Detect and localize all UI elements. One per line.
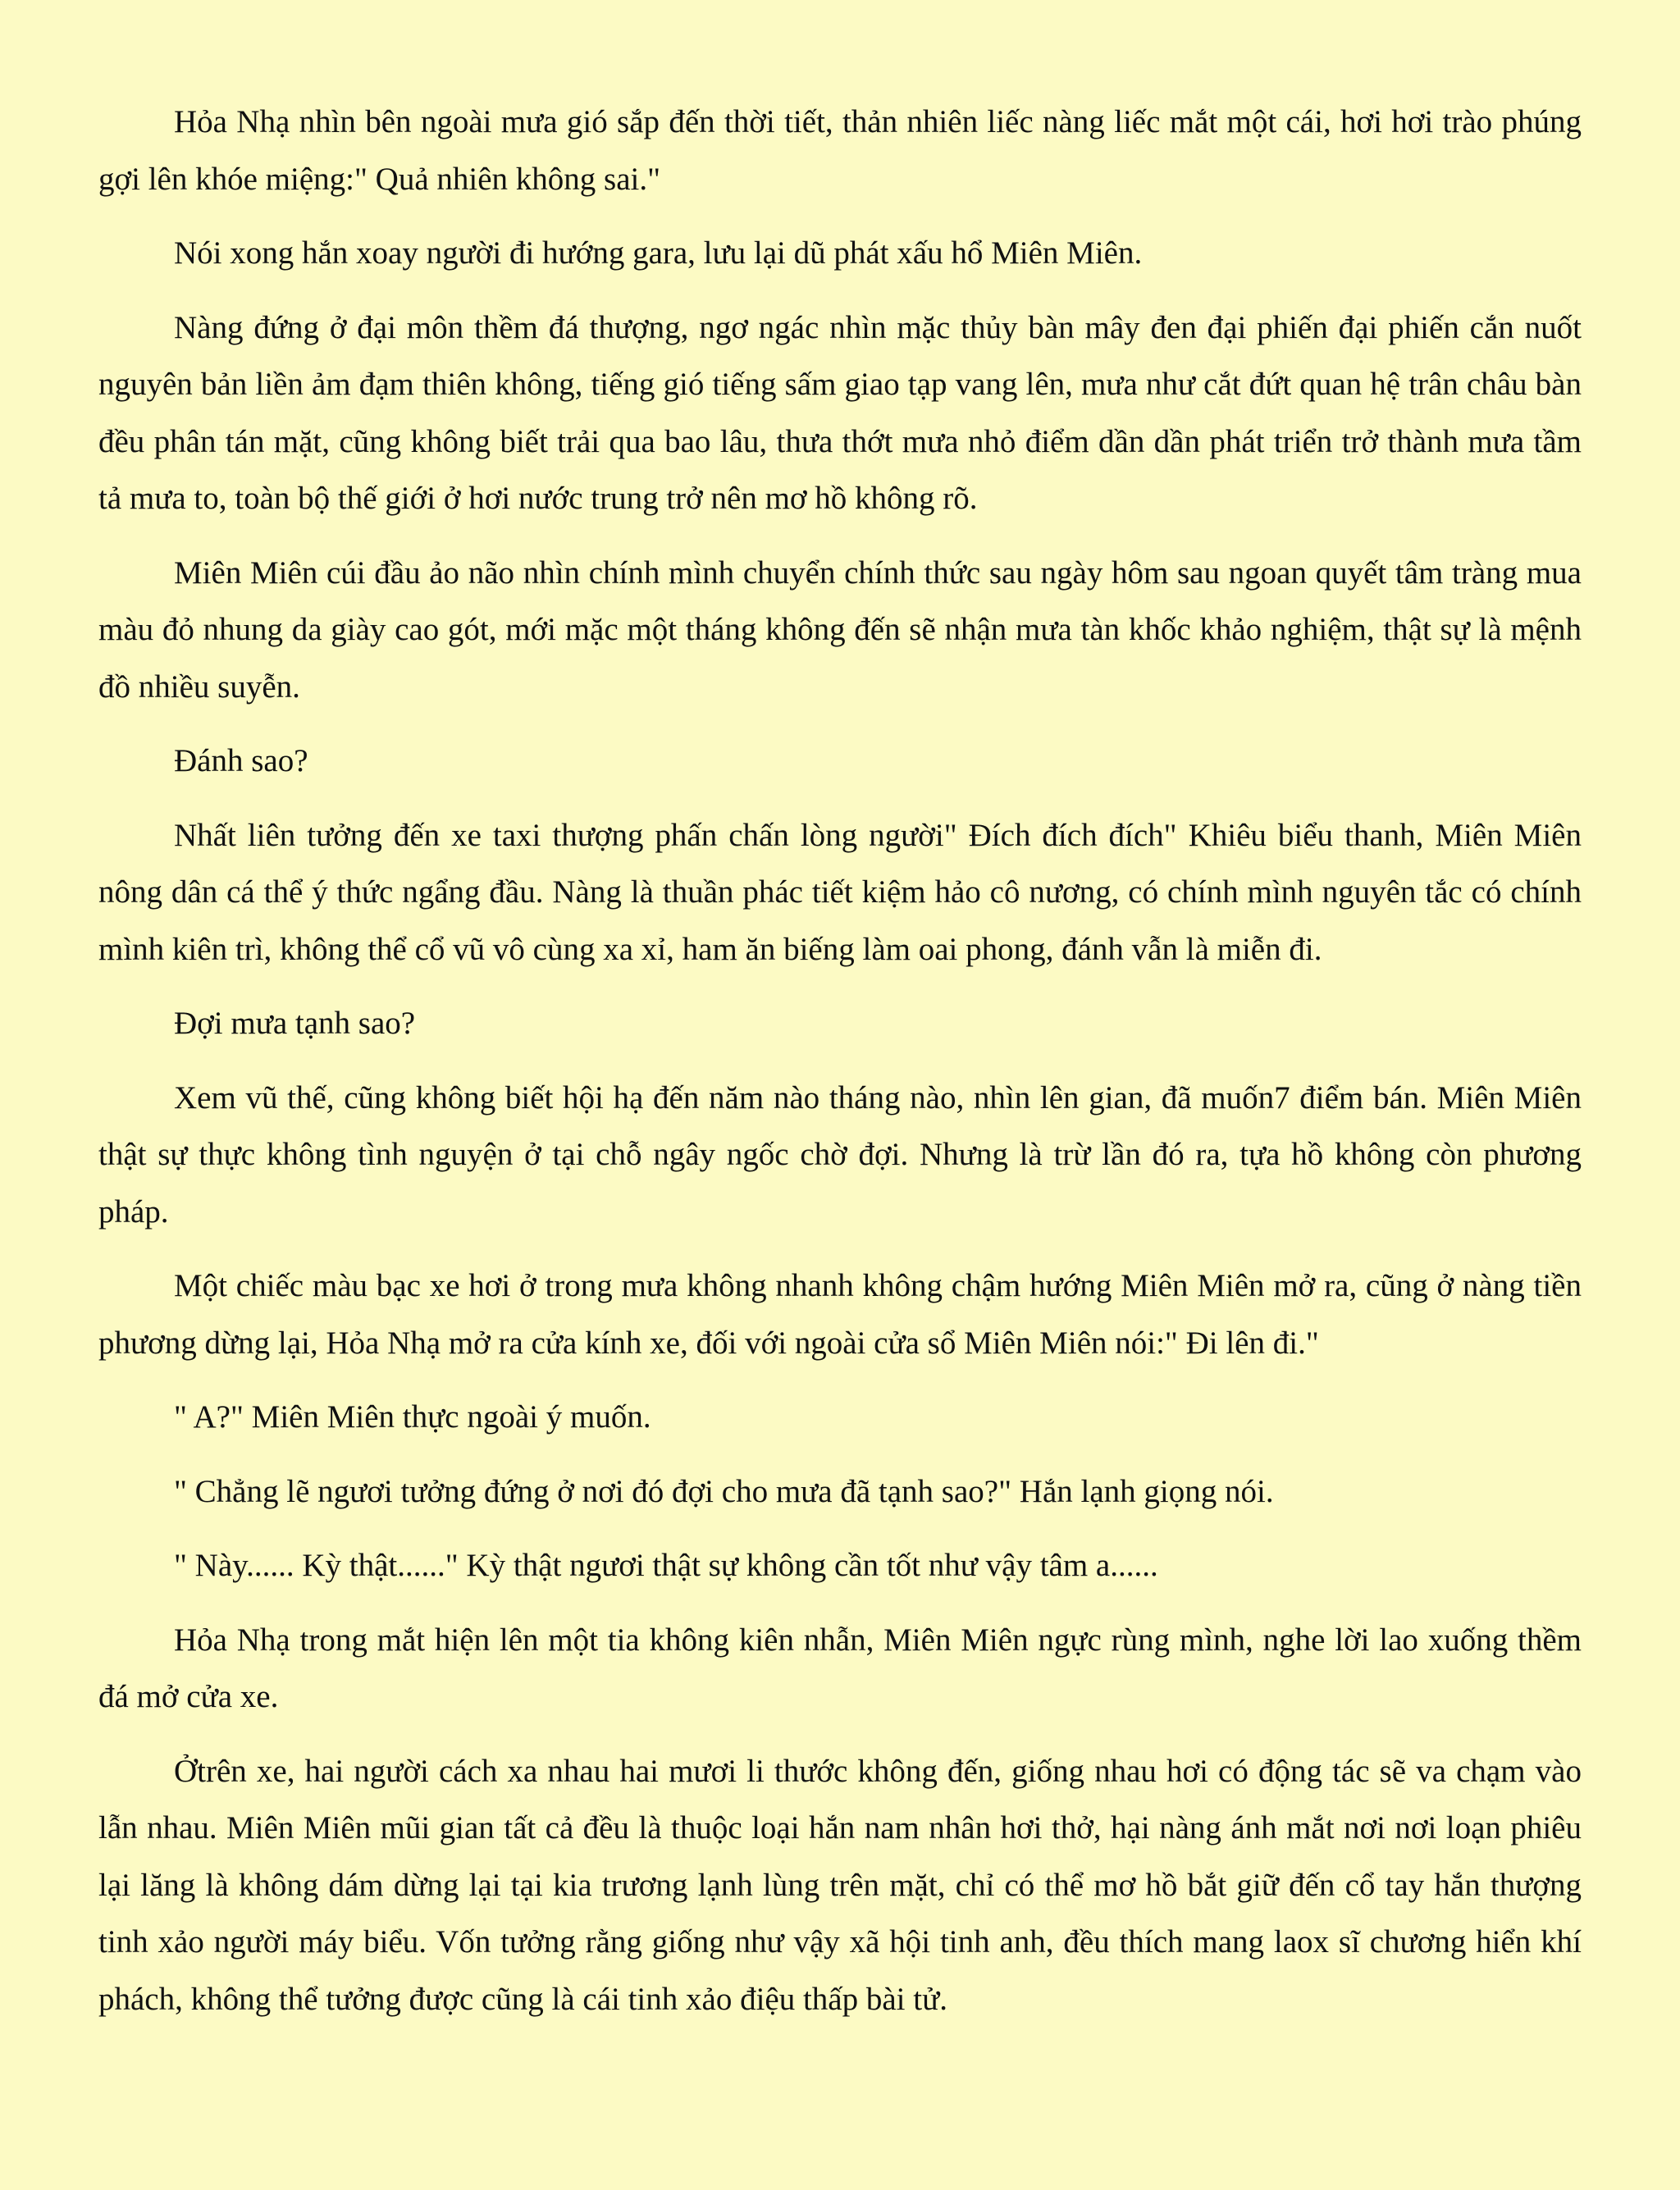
paragraph: " A?" Miên Miên thực ngoài ý muốn. xyxy=(174,1399,651,1435)
paragraph: Miên Miên cúi đầu ảo não nhìn chính mình chuyển chính thức sau ngày hôm sau ngoan quyết tâm tràng mua màu đỏ nhung da giày cao gót, mới mặc một tháng không đến sẽ nhận mưa tàn khốc khảo nghiệm, thật sự là mệnh đồ nhiều suyễn. xyxy=(98,554,1582,705)
paragraph: Một chiếc màu bạc xe hơi ở trong mưa không nhanh không chậm hướng Miên Miên mở ra, cũng ở nàng tiền phương dừng lại, Hỏa Nhạ mở ra cửa kính xe, đối với ngoài cửa sổ Miên Miên nói:" Đi lên đi." xyxy=(98,1268,1582,1361)
paragraph: Hỏa Nhạ nhìn bên ngoài mưa gió sắp đến thời tiết, thản nhiên liếc nàng liếc mắt một cái, hơi hơi trào phúng gợi lên khóe miệng:" Quả nhiên không sai." xyxy=(98,104,1582,197)
paragraph: " Chẳng lẽ ngươi tưởng đứng ở nơi đó đợi cho mưa đã tạnh sao?" Hắn lạnh giọng nói. xyxy=(174,1473,1274,1509)
paragraph: Đợi mưa tạnh sao? xyxy=(174,1006,416,1041)
paragraph: Nàng đứng ở đại môn thềm đá thượng, ngơ ngác nhìn mặc thủy bàn mây đen đại phiến đại phiến cắn nuốt nguyên bản liền ảm đạm thiên không, tiếng gió tiếng sấm giao tạp vang lên, mưa như cắt đứt quan hệ trân châu bàn đều phân tán mặt, cũng không biết trải qua bao lâu, thưa thớt mưa nhỏ điểm dần dần phát triển trở thành mưa tầm tả mưa to, toàn bộ thế giới ở hơi nước trung trở nên mơ hồ không rõ. xyxy=(98,309,1582,516)
paragraph: Đánh sao? xyxy=(174,743,308,778)
paragraph: Xem vũ thế, cũng không biết hội hạ đến năm nào tháng nào, nhìn lên gian, đã muốn7 điểm bán. Miên Miên thật sự thực không tình nguyện ở tại chỗ ngây ngốc chờ đợi. Nhưng là trừ lần đó ra, tựa hồ không còn phương pháp. xyxy=(98,1079,1582,1230)
paragraph: Nhất liên tưởng đến xe taxi thượng phấn chấn lòng người" Đích đích đích" Khiêu biểu thanh, Miên Miên nông dân cá thể ý thức ngẩng đầu. Nàng là thuần phác tiết kiệm hảo cô nương, có chính mình nguyên tắc có chính mình kiên trì, không thể cổ vũ vô cùng xa xỉ, ham ăn biếng làm oai phong, đánh vẫn là miễn đi. xyxy=(98,817,1582,967)
paragraph: Hỏa Nhạ trong mắt hiện lên một tia không kiên nhẫn, Miên Miên ngực rùng mình, nghe lời lao xuống thềm đá mở cửa xe. xyxy=(98,1622,1582,1714)
paragraph: Nói xong hắn xoay người đi hướng gara, lưu lại dũ phát xấu hổ Miên Miên. xyxy=(174,235,1143,271)
paragraph: " Này...... Kỳ thật......" Kỳ thật ngươi thật sự không cần tốt như vậy tâm a...... xyxy=(174,1548,1158,1583)
paragraph: Ởtrên xe, hai người cách xa nhau hai mươi li thước không đến, giống nhau hơi có động tác sẽ va chạm vào lẫn nhau. Miên Miên mũi gian tất cả đều là thuộc loại hắn nam nhân hơi thở, hại nàng ánh mắt nơi nơi loạn phiêu lại lăng là không dám dừng lại tại kia trương lạnh lùng trên mặt, chỉ có thể mơ hồ bắt giữ đến cổ tay hắn thượng tinh xảo người máy biểu. Vốn tưởng rằng giống như vậy xã hội tinh anh, đều thích mang laox sĩ chương hiển khí phách, không thể tưởng được cũng là cái tinh xảo điệu thấp bài tử. xyxy=(98,1753,1582,2017)
